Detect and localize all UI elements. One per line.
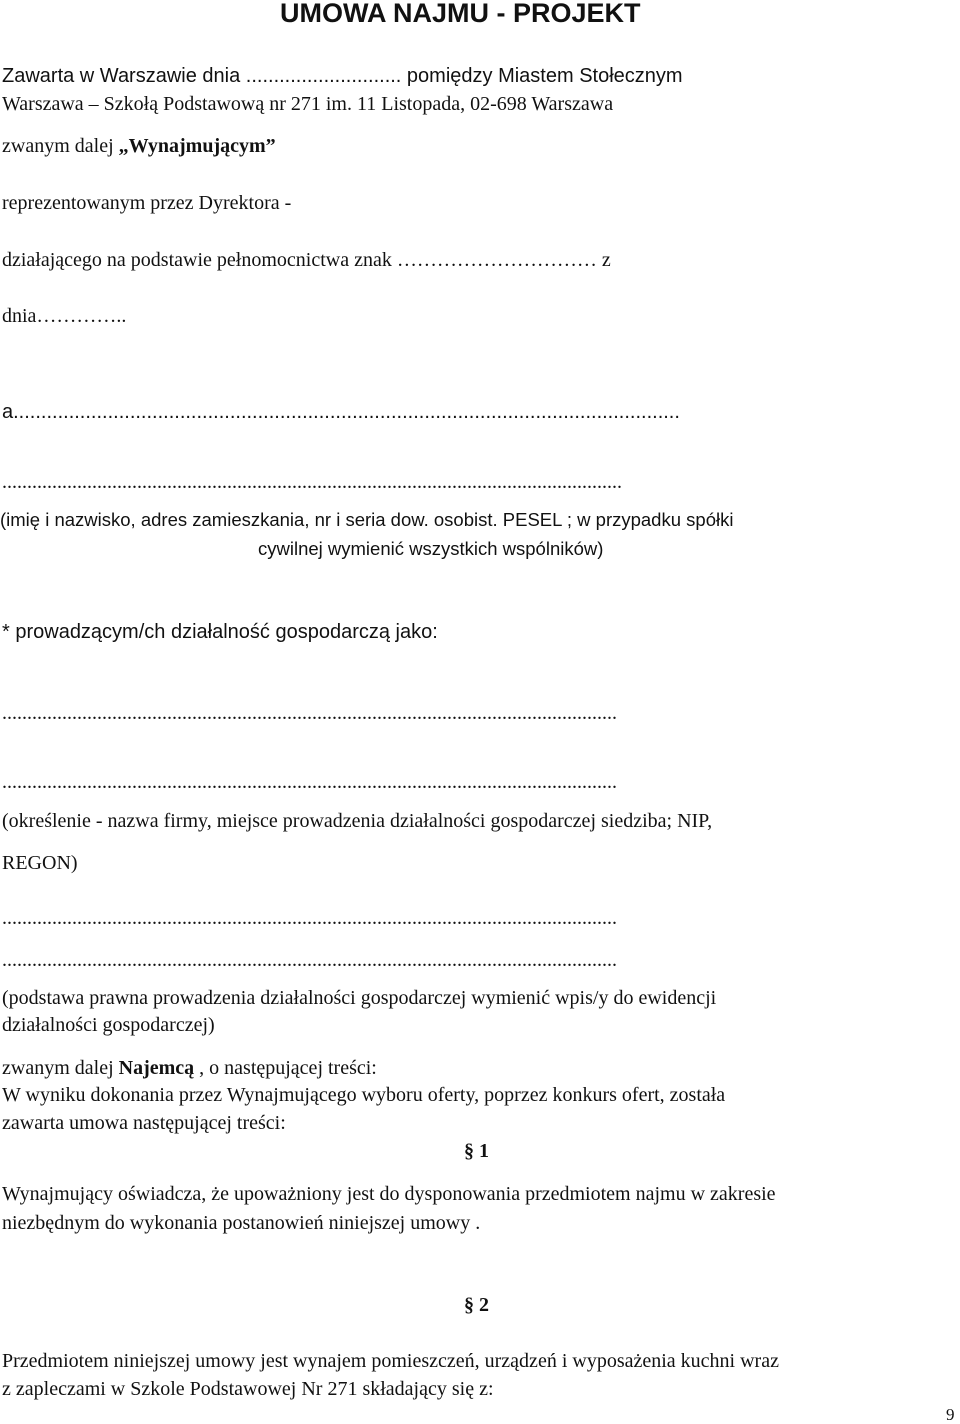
- business-dots-1: ...........................................................................................................................: [2, 702, 617, 724]
- landlord-term: „Wynajmującym”: [118, 135, 276, 157]
- section-2-heading: § 2: [464, 1294, 489, 1316]
- date-line: dnia…………..: [2, 305, 127, 327]
- business-dots-2: ...........................................................................................................................: [2, 771, 617, 793]
- intro-line-2: Warszawa – Szkołą Podstawową nr 271 im. 11 Listopada, 02-698 Warszawa: [2, 93, 614, 115]
- intro-line-1: Zawarta w Warszawie dnia ............................ pomiędzy Miastem Stołecznym: [2, 65, 683, 87]
- page-number: 9: [946, 1405, 955, 1424]
- legal-basis-dots-2: ...........................................................................................................................: [2, 949, 617, 971]
- legal-basis-dots-1: ...........................................................................................................................: [2, 907, 617, 929]
- acting-basis-line: działającego na podstawie pełnomocnictwa znak ………………………… z: [2, 249, 611, 271]
- section-1-line-2: niezbędnym do wykonania postanowień niniejszej umowy .: [2, 1212, 481, 1234]
- landlord-prefix: zwanym dalej: [2, 135, 119, 157]
- selection-line-2: zawarta umowa następującej treści:: [2, 1112, 286, 1134]
- party-dots-line: ............................................................................................................................: [2, 471, 622, 493]
- party-note-line-2: cywilnej wymienić wszystkich wspólników): [258, 538, 604, 559]
- section-2-line-1: Przedmiotem niniejszej umowy jest wynajem pomieszczeń, urządzeń i wyposażenia kuchni wraz: [2, 1350, 779, 1372]
- party-a-line: a........................................................................................................................: [2, 401, 680, 423]
- section-1-line-1: Wynajmujący oświadcza, że upoważniony jest do dysponowania przedmiotem najmu w zakresie: [2, 1183, 776, 1205]
- selection-line-1: W wyniku dokonania przez Wynajmującego wyboru oferty, poprzez konkurs ofert, została: [2, 1084, 726, 1106]
- document-title: UMOWA NAJMU - PROJEKT: [280, 0, 641, 28]
- legal-basis-note-line-2: działalności gospodarczej): [2, 1014, 215, 1036]
- firm-note-line: (określenie - nazwa firmy, miejsce prowadzenia działalności gospodarczej siedziba; NIP,: [2, 810, 713, 832]
- business-activity-line: * prowadzącym/ch działalność gospodarczą jako:: [2, 621, 438, 643]
- section-1-heading: § 1: [464, 1140, 489, 1162]
- tenant-prefix: zwanym dalej: [2, 1057, 119, 1079]
- party-note-line-1: (imię i nazwisko, adres zamieszkania, nr i seria dow. osobist. PESEL ; w przypadku spółki: [0, 509, 734, 530]
- tenant-term: Najemcą: [118, 1057, 195, 1079]
- landlord-line: [2, 136, 276, 156]
- tenant-line: [2, 1058, 377, 1078]
- legal-basis-note-line-1: (podstawa prawna prowadzenia działalności gospodarczej wymienić wpis/y do ewidencji: [2, 987, 717, 1009]
- section-2-line-2: z zapleczami w Szkole Podstawowej Nr 271 składający się z:: [2, 1378, 494, 1400]
- tenant-suffix: , o następującej treści:: [194, 1057, 377, 1079]
- regon-line: REGON): [2, 852, 78, 874]
- represented-line: reprezentowanym przez Dyrektora -: [2, 192, 292, 214]
